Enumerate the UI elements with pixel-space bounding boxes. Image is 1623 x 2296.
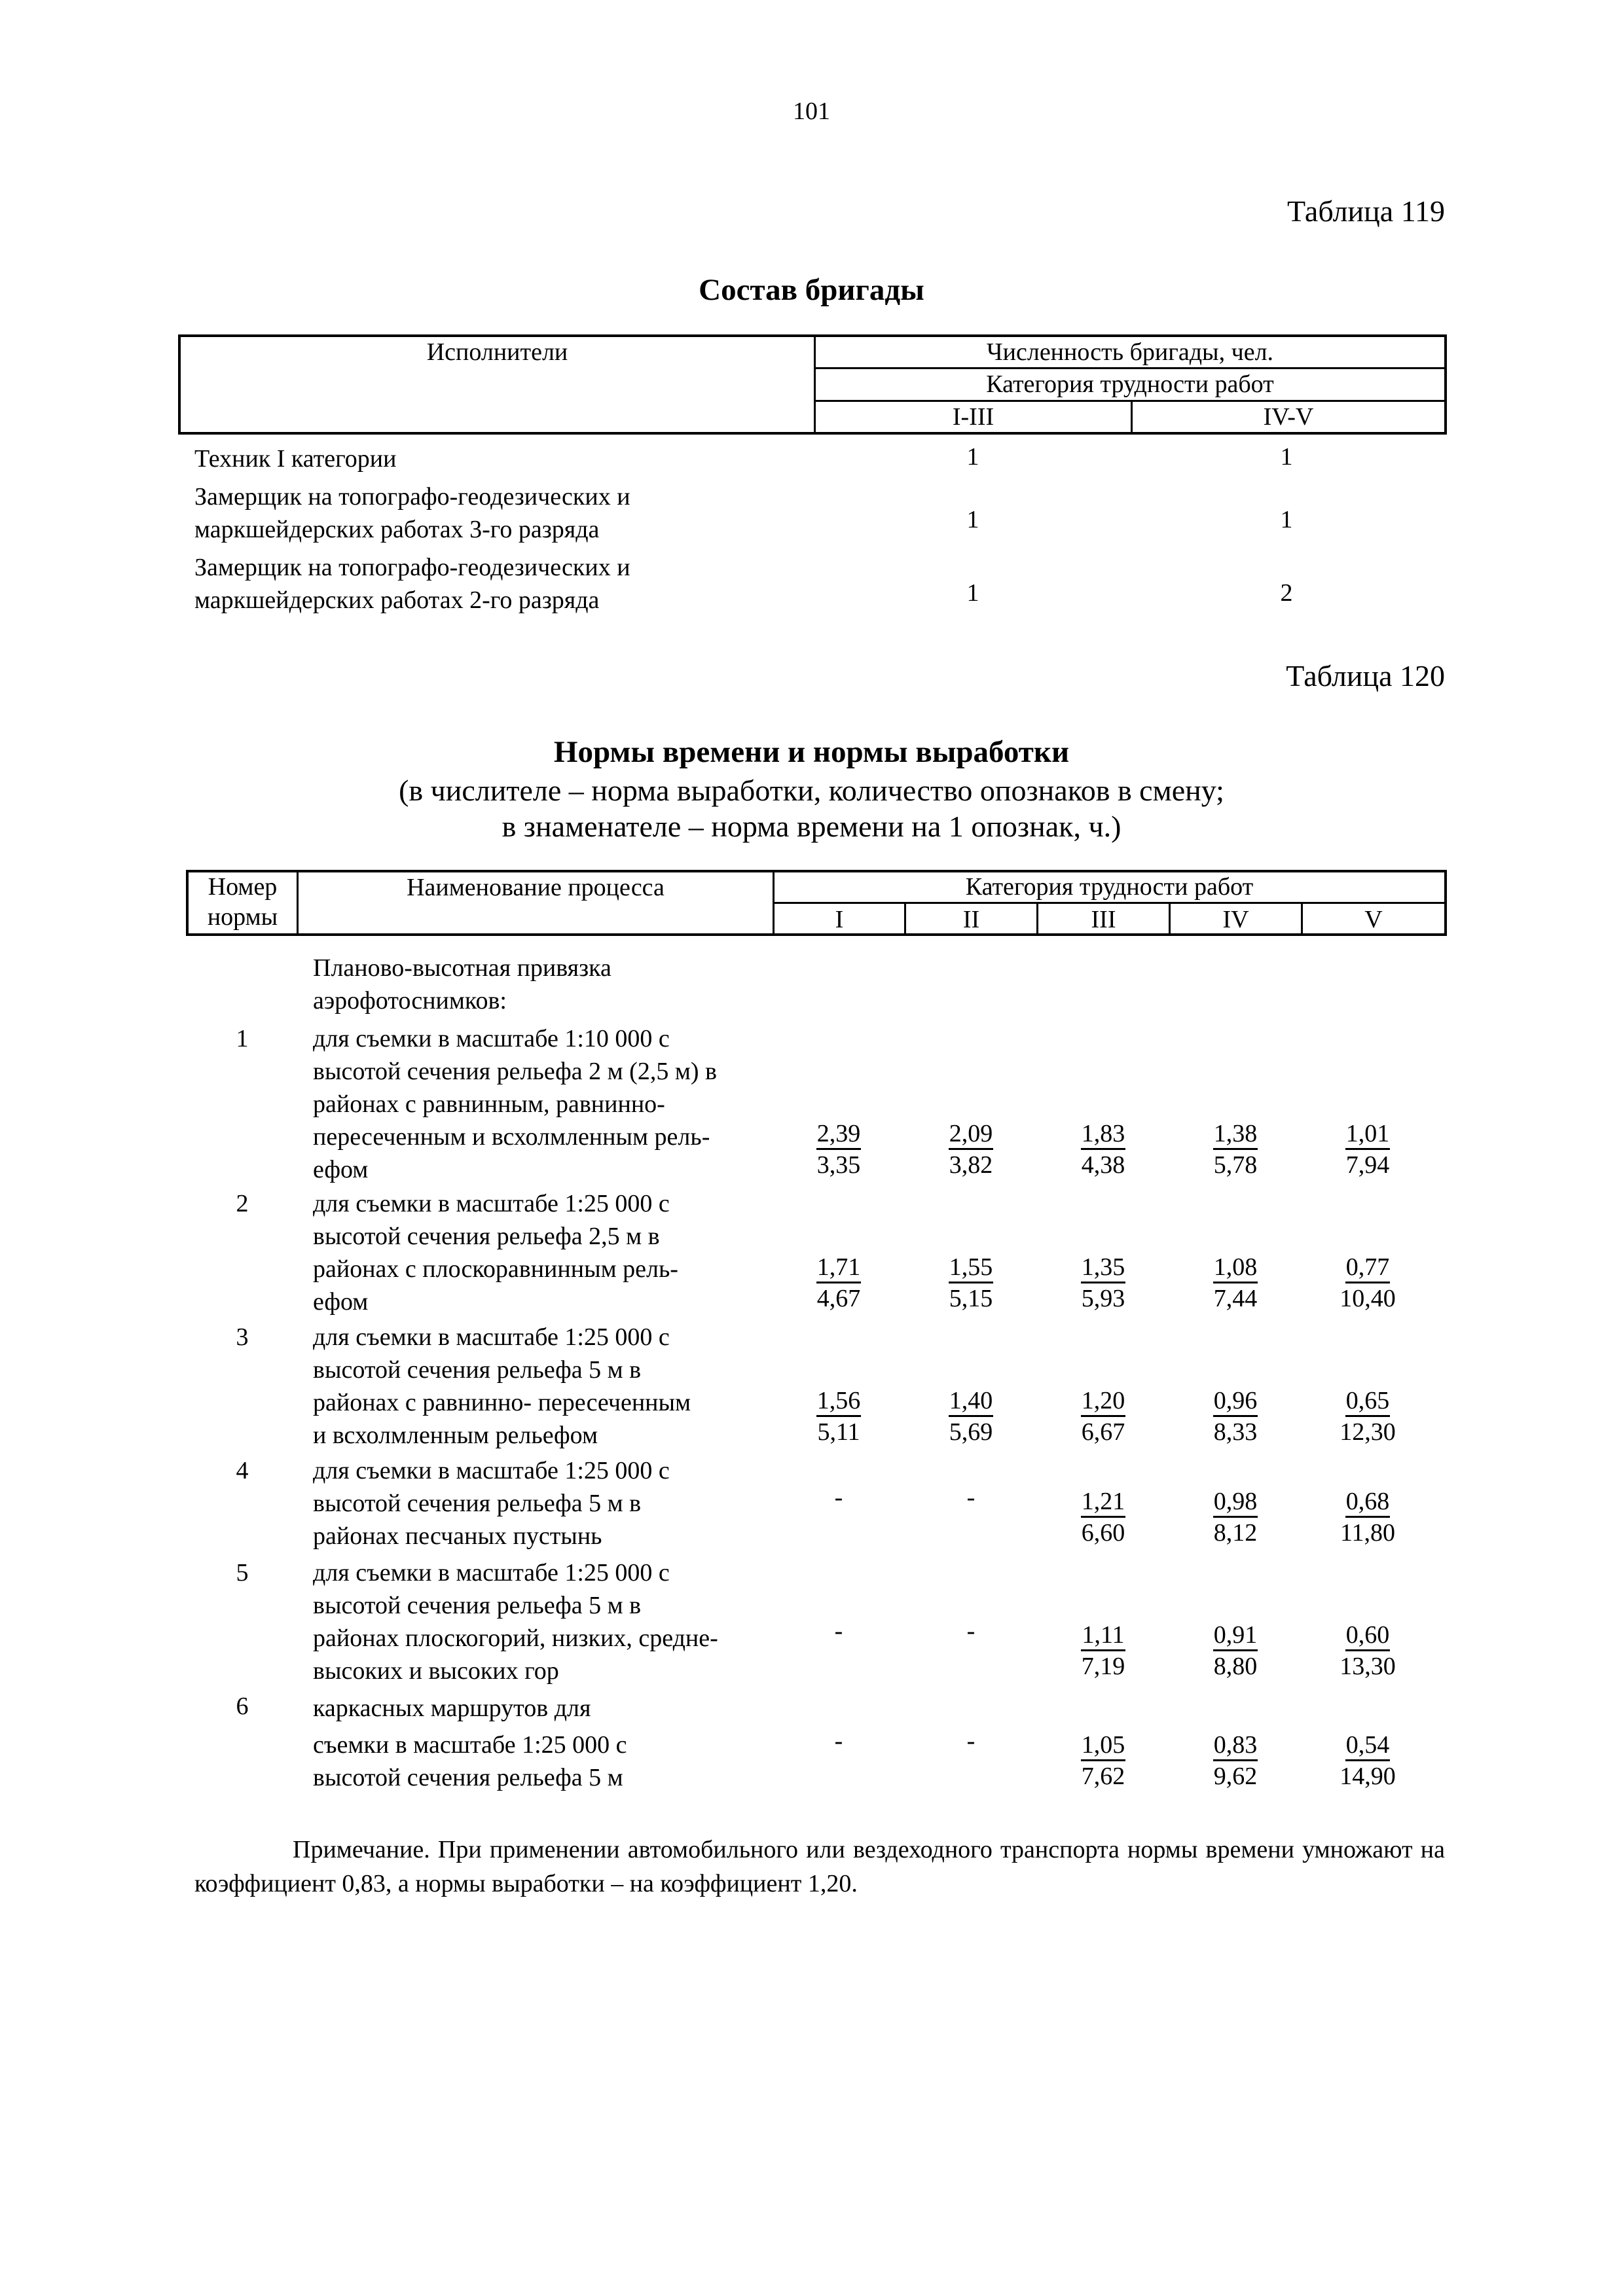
norm-number: 5 [236,1559,249,1587]
footnote [194,1833,1445,1901]
production-norm: 0,91 [1213,1621,1258,1651]
production-norm: 0,77 [1345,1253,1391,1283]
norm-number: 6 [236,1693,249,1720]
norm-number: 3 [236,1323,249,1351]
group-heading-line: аэрофотоснимков: [313,987,507,1014]
time-norm: 8,12 [1213,1519,1258,1547]
header-cat-1-3: I-III [952,403,994,431]
time-norm: 5,11 [817,1418,860,1446]
time-norm: 10,40 [1340,1285,1396,1312]
norm-number: 4 [236,1457,249,1484]
time-norm: 5,15 [949,1285,993,1312]
production-norm: 2,39 [816,1119,862,1150]
process-line: высотой сечения рельефа 2 м (2,5 м) в [313,1058,717,1085]
value-category-iv [1183,1385,1288,1447]
time-norm: 5,93 [1081,1285,1125,1312]
production-norm: 1,83 [1081,1119,1126,1150]
value-iv-v: 2 [1280,579,1293,607]
footnote-text: Примечание. При применении автомобильного или вездеходного транспорта нормы времени умножают на коэффициент 0,83, а нормы выработки – на коэффициент 1,20. [194,1836,1445,1897]
executor-name [194,551,784,617]
subtitle-line: (в числителе – норма выработки, количество опознаков в смену; [399,774,1224,807]
production-norm: 1,01 [1345,1119,1391,1150]
production-norm: 1,08 [1213,1253,1258,1283]
time-norm: 6,60 [1081,1519,1125,1547]
value-category-i: - [834,1727,843,1755]
value-category-iii [1051,1619,1156,1681]
production-norm: 1,11 [1081,1621,1125,1651]
value-i-iii: 1 [966,443,979,471]
time-norm: 7,62 [1081,1763,1125,1790]
header-norm-number-line: нормы [207,903,278,931]
time-norm: 3,82 [949,1151,993,1179]
process-description [313,1022,771,1186]
header-category-v: V [1364,906,1383,933]
process-line: высотой сечения рельефа 5 м [313,1764,623,1791]
value-category-v [1315,1619,1420,1681]
header-category-iv: IV [1222,906,1249,933]
process-line: для съемки в масштабе 1:25 000 с [313,1190,670,1217]
executor-name-line: маркшейдерских работах 3-го разряда [194,516,600,543]
value-category-iii [1051,1729,1156,1791]
value-category-v [1315,1729,1420,1791]
header-norm-number [189,872,297,932]
process-description [313,1556,771,1687]
value-i-iii: 1 [966,506,979,533]
value-category-ii [919,1251,1023,1314]
process-description [313,1321,771,1452]
table-119-title: Состав бригады [699,273,924,307]
production-norm: 1,05 [1081,1731,1126,1761]
header-category-iii: III [1091,906,1116,933]
value-category-iii [1051,1385,1156,1447]
production-norm: 2,09 [949,1119,994,1150]
time-norm: 7,94 [1345,1151,1390,1179]
page-number: 101 [793,98,830,125]
process-description [313,1187,771,1318]
production-norm: 1,20 [1081,1386,1126,1417]
header-difficulty: Категория трудности работ [986,370,1274,398]
time-norm: 12,30 [1340,1418,1396,1446]
norm-number: 1 [236,1025,249,1052]
time-norm: 8,33 [1213,1418,1258,1446]
value-category-i [786,1385,891,1447]
production-norm: 1,21 [1081,1487,1126,1518]
process-line: съемки в масштабе 1:25 000 с [313,1731,627,1759]
time-norm: 7,19 [1081,1653,1125,1680]
value-category-iii [1051,1251,1156,1314]
process-line: высотой сечения рельефа 5 м в [313,1356,642,1384]
process-line: районах песчаных пустынь [313,1522,602,1550]
production-norm: 0,83 [1213,1731,1258,1761]
process-line: пересеченным и всхолмленным рель- [313,1123,710,1151]
value-i-iii: 1 [966,579,979,607]
process-line: для съемки в масштабе 1:10 000 с [313,1025,670,1052]
header-category-ii: II [962,906,980,933]
process-line: районах с равнинно- пересеченным [313,1389,691,1416]
value-category-ii: - [966,1617,976,1645]
time-norm: 9,62 [1213,1763,1258,1790]
value-category-i: - [834,1484,843,1511]
time-norm: 5,69 [949,1418,993,1446]
process-line: районах с равнинным, равнинно- [313,1090,665,1118]
value-category-ii: - [966,1727,976,1755]
header-executors: Исполнители [426,338,568,366]
value-category-ii: - [966,1484,976,1511]
subtitle-line: в знаменателе – норма времени на 1 опознак, ч.) [501,810,1122,843]
header-category-i: I [835,906,844,933]
value-category-i: - [834,1617,843,1645]
value-category-iv [1183,1619,1288,1681]
executor-name [194,480,784,546]
value-category-iv [1183,1251,1288,1314]
production-norm: 1,55 [949,1253,994,1283]
value-category-iii [1051,1118,1156,1180]
executor-name-line: Замерщик на топографо-геодезических и [194,483,630,511]
process-line: высоких и высоких гор [313,1657,559,1685]
value-category-i [786,1251,891,1314]
process-line: высотой сечения рельефа 5 м в [313,1592,642,1619]
value-category-iii [1051,1486,1156,1548]
time-norm: 5,78 [1213,1151,1258,1179]
value-category-iv [1183,1486,1288,1548]
value-category-iv [1183,1118,1288,1180]
time-norm: 13,30 [1340,1653,1396,1680]
header-cat-4-5: IV-V [1263,403,1314,431]
table-120-right-border [1444,870,1447,936]
process-line: районах с плоскоравнинным рель- [313,1255,678,1283]
time-norm: 6,67 [1081,1418,1125,1446]
process-description [313,1690,771,1792]
production-norm: 0,65 [1345,1386,1391,1417]
executor-name-line: маркшейдерских работах 2-го разряда [194,586,600,614]
process-description [313,1454,771,1552]
value-iv-v: 1 [1280,443,1293,471]
production-norm: 1,56 [816,1386,862,1417]
process-line: ефом [313,1288,369,1316]
value-category-v [1315,1385,1420,1447]
production-norm: 1,35 [1081,1253,1126,1283]
value-category-v [1315,1118,1420,1180]
process-line: для съемки в масштабе 1:25 000 с [313,1559,670,1587]
group-heading-line: Планово-высотная привязка [313,954,611,982]
production-norm: 0,54 [1345,1731,1391,1761]
header-norm-number-line: Номер [208,873,278,901]
process-line: для съемки в масштабе 1:25 000 с [313,1457,670,1484]
production-norm: 0,98 [1213,1487,1258,1518]
production-norm: 1,71 [816,1253,862,1283]
production-norm: 0,96 [1213,1386,1258,1417]
process-line: высотой сечения рельефа 2,5 м в [313,1223,660,1250]
group-heading [313,952,771,1017]
executor-name [194,442,784,475]
header-brigade-size: Численность бригады, чел. [986,338,1274,366]
value-iv-v: 1 [1280,506,1293,533]
header-difficulty: Категория трудности работ [965,873,1254,901]
time-norm: 4,67 [816,1285,861,1312]
time-norm: 8,80 [1213,1653,1258,1680]
process-line: и всхолмленным рельефом [313,1422,598,1449]
table-120-subtitle [0,772,1623,844]
time-norm: 14,90 [1340,1763,1396,1790]
time-norm: 11,80 [1340,1519,1396,1547]
value-category-iv [1183,1729,1288,1791]
process-line: районах плоскогорий, низких, средне- [313,1624,718,1652]
value-category-i [786,1118,891,1180]
value-category-v [1315,1486,1420,1548]
value-category-ii [919,1385,1023,1447]
table-119-label: Таблица 119 [1286,194,1445,228]
process-line: высотой сечения рельефа 5 м в [313,1490,642,1517]
production-norm: 1,38 [1213,1119,1258,1150]
table-119-right-border [1444,334,1447,435]
production-norm: 0,68 [1345,1487,1391,1518]
process-line: для съемки в масштабе 1:25 000 с [313,1323,670,1351]
header-process-name: Наименование процесса [407,874,665,901]
production-norm: 1,40 [949,1386,994,1417]
value-category-v [1315,1251,1420,1314]
executor-name-line: Техник I категории [194,445,397,473]
table-120-label: Таблица 120 [1286,659,1445,692]
norm-number: 2 [236,1190,249,1217]
executor-name-line: Замерщик на топографо-геодезических и [194,554,630,581]
process-line: каркасных маршрутов для [313,1695,591,1722]
process-line: ефом [313,1156,369,1183]
time-norm: 3,35 [816,1151,861,1179]
table-120-title: Нормы времени и нормы выработки [553,735,1070,769]
time-norm: 7,44 [1213,1285,1258,1312]
value-category-ii [919,1118,1023,1180]
production-norm: 0,60 [1345,1621,1391,1651]
time-norm: 4,38 [1081,1151,1125,1179]
